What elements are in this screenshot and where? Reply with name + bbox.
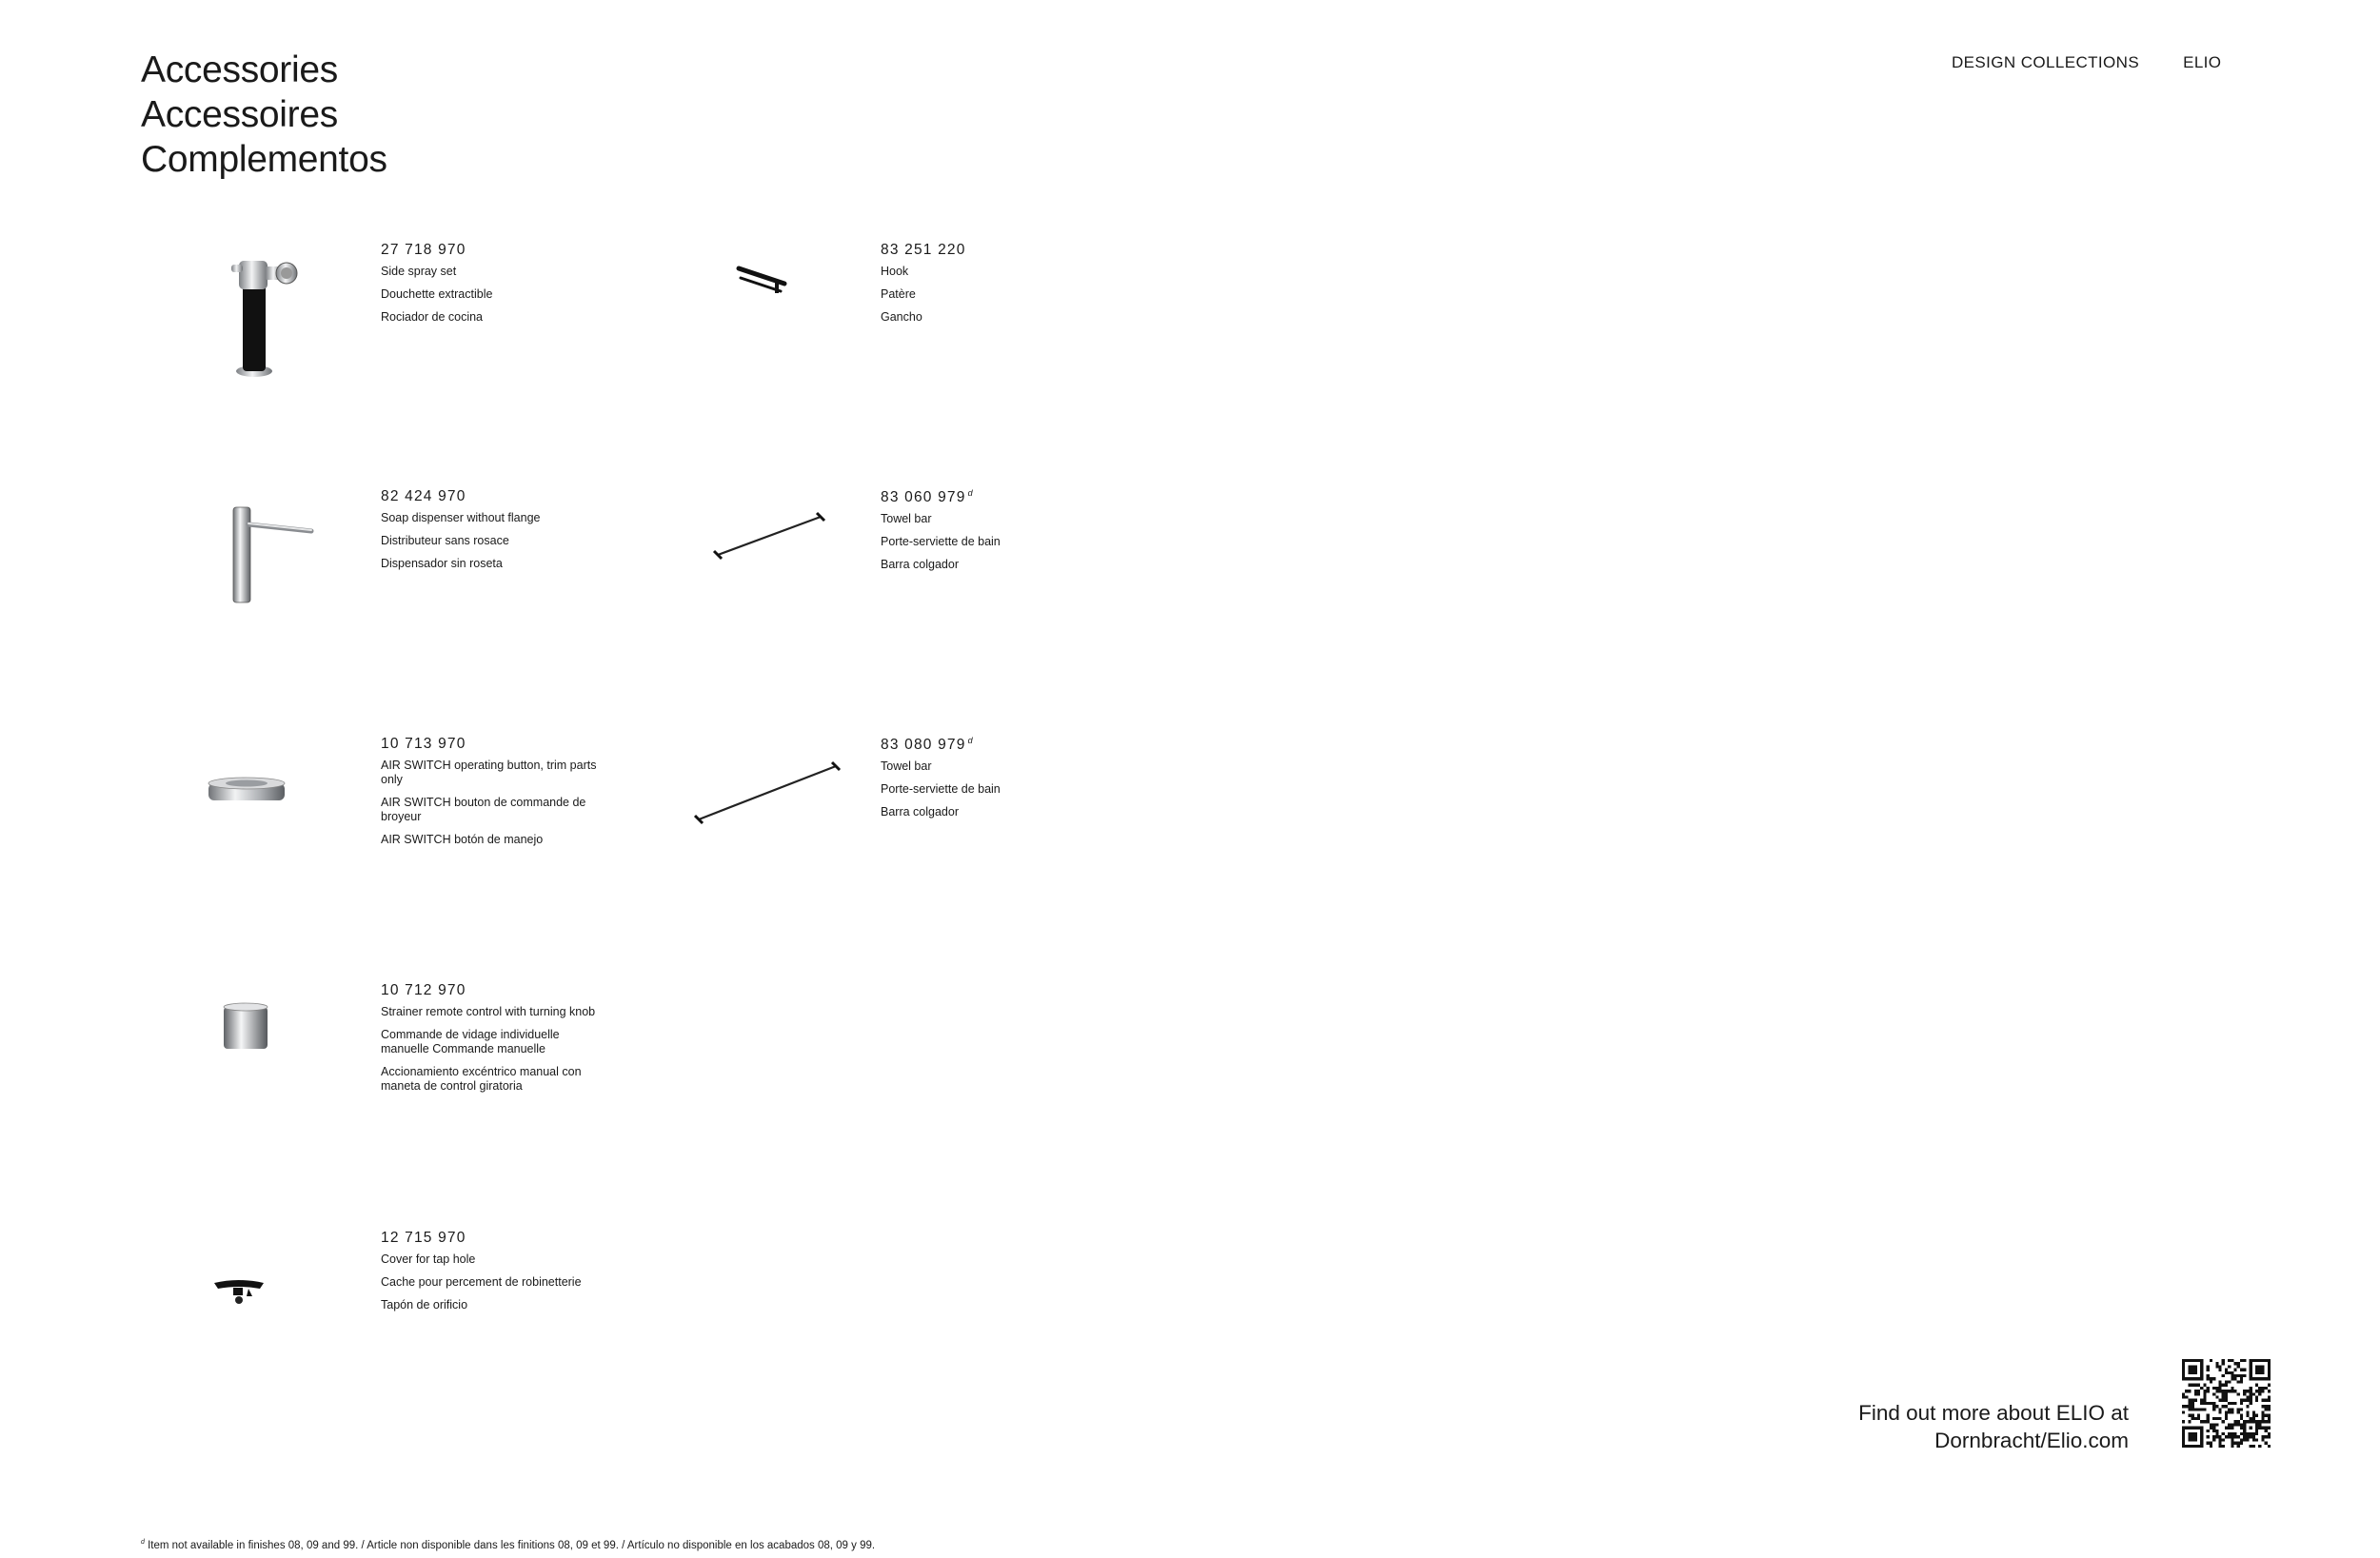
title-spanish: Complementos <box>141 139 387 180</box>
desc-french: Distributeur sans rosace <box>381 534 509 547</box>
desc-english: AIR SWITCH operating button, trim parts only <box>381 759 597 786</box>
strainer-knob-image <box>186 980 347 1142</box>
towel-bar-60-image <box>685 486 847 648</box>
title-french: Accessoires <box>141 94 338 135</box>
desc-spanish: Accionamiento excéntrico manual con maneta de control giratoria <box>381 1065 582 1093</box>
top-navigation <box>1952 53 2221 72</box>
page-title <box>141 48 387 182</box>
footnote-marker: d <box>141 1539 145 1546</box>
desc-french: Cache pour percement de robinetterie <box>381 1275 582 1289</box>
desc-spanish: Tapón de orificio <box>381 1298 468 1311</box>
desc-english: Cover for tap hole <box>381 1252 476 1266</box>
product-code: 82 424 970 <box>381 488 466 504</box>
product-code: 83 080 979 $^d$ <box>881 736 973 753</box>
air-switch-button-image <box>186 734 347 896</box>
nav-elio[interactable]: ELIO <box>2183 53 2222 71</box>
nav-design-collections[interactable]: DESIGN COLLECTIONS <box>1952 53 2140 71</box>
title-english: Accessories <box>141 49 338 90</box>
desc-spanish: Dispensador sin roseta <box>381 557 503 570</box>
desc-spanish: Gancho <box>881 310 922 324</box>
promo-text <box>1858 1399 2129 1454</box>
product-code: 27 718 970 <box>381 242 466 258</box>
desc-spanish: AIR SWITCH botón de manejo <box>381 833 544 846</box>
footnote-text: Item not available in finishes 08, 09 and 99. / Article non disponible dans les finitions 08, 09 et 99. / Artículo no disponible en los acabados 08, 09 y 99. <box>144 1539 876 1551</box>
desc-french: Porte-serviette de bain <box>881 782 1001 796</box>
hook-image <box>685 240 847 402</box>
desc-english: Hook <box>881 265 909 278</box>
desc-french: AIR SWITCH bouton de commande de broyeur <box>381 796 586 823</box>
product-code: 12 715 970 <box>381 1230 466 1246</box>
soap-dispenser-image <box>186 486 347 648</box>
towel-bar-80-image <box>685 734 847 896</box>
product-code: 83 251 220 <box>881 242 966 258</box>
desc-french: Commande de vidage individuelle manuelle Commande manuelle <box>381 1028 560 1055</box>
promo-link[interactable]: Dornbracht/Elio.com <box>1934 1429 2129 1452</box>
side-spray-set-image <box>186 240 347 402</box>
desc-spanish: Barra colgador <box>881 805 959 818</box>
qr-code-icon[interactable] <box>2182 1359 2271 1448</box>
desc-french: Douchette extractible <box>381 287 493 301</box>
desc-french: Patère <box>881 287 916 301</box>
desc-english: Towel bar <box>881 512 932 525</box>
desc-english: Side spray set <box>381 265 457 278</box>
product-code: 10 712 970 <box>381 982 466 998</box>
desc-french: Porte-serviette de bain <box>881 535 1001 548</box>
desc-spanish: Barra colgador <box>881 558 959 571</box>
desc-english: Soap dispenser without flange <box>381 511 541 524</box>
footnote-marker: d <box>967 488 973 498</box>
desc-spanish: Rociador de cocina <box>381 310 484 324</box>
desc-english: Strainer remote control with turning knob <box>381 1005 596 1018</box>
product-code: 10 713 970 <box>381 736 466 752</box>
footnote <box>141 1539 875 1551</box>
product-code: 83 060 979 $^d$ <box>881 488 973 505</box>
desc-english: Towel bar <box>881 759 932 773</box>
tap-hole-cover-image <box>186 1228 347 1390</box>
promo-line-1: Find out more about ELIO at <box>1858 1401 2129 1425</box>
footnote-marker: d <box>967 736 973 745</box>
